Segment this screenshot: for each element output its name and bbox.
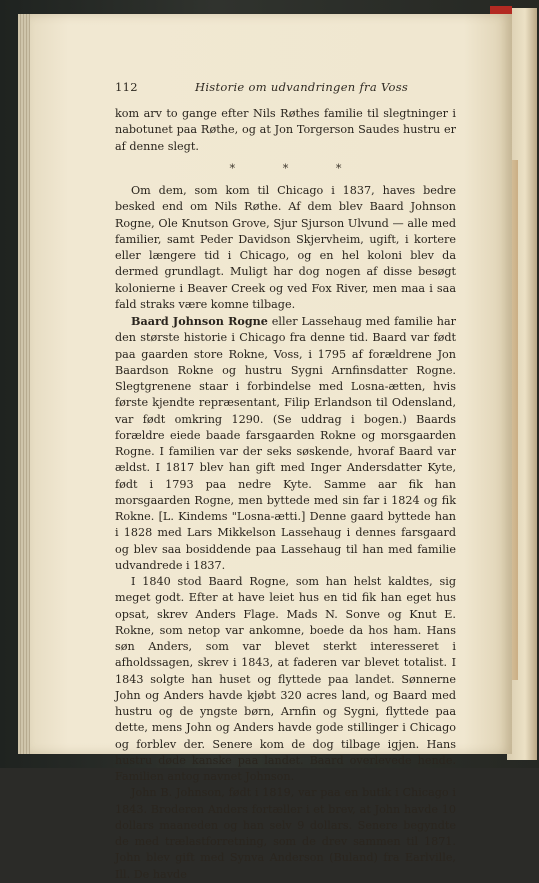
paragraph-1840: I 1840 stod Baard Rogne, som han helst kaldtes, sig meget godt. Efter at have leiet hus en tid fik han eget hus opsat, skrev Anders Flage. Mads N. Sonve og Knut E. Rokne, som netop var ankomne, boede da hos ham. Hans søn Anders, som var blevet sterkt interesseret i afholdssagen, skrev i 1843, at faderen var blevet totalist. I 1843 solgte han huset og flyttede paa landet. Sønnerne John og Anders havde kjøbt 320 acres land, og Baard med hustru og de yngste børn, Arnfin og Sygni, flyttede paa dette, mens John og Anders havde gode stillinger i Chicago og forblev der. Senere kom de dog tilbage igjen. Hans hustru døde kanske paa landet. Baard overlevede hende. Familien antog navnet Johnson. [115,575,456,783]
paragraph-continued: kom arv to gange efter Nils Røthes familie til slegtninger i nabotunet paa Røthe, og at Jon Torgerson Saudes hustru er af denne slegt. [115,107,456,153]
page-edge-stain [512,160,518,680]
paragraph-baard-rogne-text: eller Lassehaug med familie har den største historie i Chicago fra denne tid. Baard var født paa gaarden store Rokne, Voss, i 1795 af forældrene Jon Baardson Rokne og hustru Sygni Arnfinsdatter Rogne. Slegtgrenene staar i forbindelse med Losna-ætten, hvis første kjendte repræsentant, Filip Erlandson til Odensland, var født omkring 1290. (Se uddrag i bogen.) Baards forældre eiede baade farsgaarden Rokne og morsgaarden Rogne. I familien var der seks søskende, hvoraf Baard var ældst. I 1817 blev han gift med Inger Andersdatter Kyte, født i 1793 paa nedre Kyte. Samme aar fik han morsgaarden Rogne, men byttede med sin far i 1824 og fik Rokne. [L. Kindems "Losna-ætti.] Denne gaard byttede han i 1828 med Lars Mikkelson Lassehaug i dennes farsgaard og blev saa bosiddende paa Lassehaug til han med familie udvandrede i 1837. [115,315,456,572]
person-name-heading: Baard Johnson Rogne [131,314,268,328]
paragraph-john-johnson: John B. Johnson, født i 1819, var paa en butik i Chicago i 1843. Broderen Anders fortæller i et brev, at John havde 10 dollars maaneden og han selv 9 dollars. Senere begyndte de med trælastforretning, som de drev sammen til 1871. John blev gift med Synva Anderson (Buland) fra Earlville, Ill. De havde [115,786,456,881]
paragraph-1837-arrivals: Om dem, som kom til Chicago i 1837, haves bedre besked end om Nils Røthe. Af dem blev Baard Johnson Rogne, Ole Knutson Grove, Sjur Sjurson Ulvund — alle med familier, samt Peder Davidson Skjervheim, ugift, i kortere eller længere tid i Chicago, og en hel koloni blev da dermed grundlagt. Muligt har dog nogen af disse besøgt kolonierne i Beaver Creek og ved Fox River, men maa i saa fald straks være komne tilbage. [115,184,456,311]
page-header [115,80,455,96]
page-number: 112 [115,80,138,94]
running-title: Historie om udvandringen fra Voss [195,80,409,94]
paragraph-baard-rogne [115,313,456,574]
section-separator: * * * [229,161,364,175]
page-body [115,106,456,883]
